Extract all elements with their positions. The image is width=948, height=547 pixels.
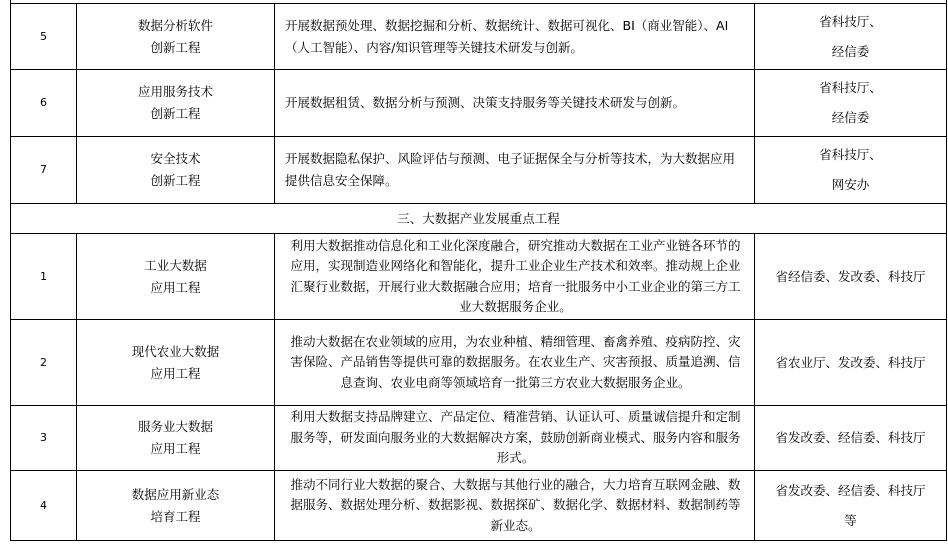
department-line: 省科技厅、 (819, 147, 882, 162)
responsible-departments (755, 471, 947, 541)
project-name-line: 创新工程 (150, 173, 201, 188)
department-line: 省科技厅、 (819, 13, 882, 29)
project-name-line: 应用工程 (150, 365, 201, 381)
project-name (77, 4, 275, 70)
project-name-line: 数据应用新业态 (131, 486, 220, 502)
row-number: 3 (11, 406, 77, 471)
row-number: 7 (11, 137, 77, 204)
table-row (11, 406, 947, 471)
responsible-departments (755, 320, 947, 406)
project-description: 利用大数据支持品牌建立、产品定位、精准营销、认证认可、质量诚信提升和定制服务等，研发面向服务业的大数据解决方案，鼓励创新商业模式、服务内容和服务形式。 (275, 406, 755, 471)
project-name (77, 137, 275, 204)
table-row (11, 137, 947, 204)
project-name (77, 70, 275, 137)
project-name (77, 320, 275, 406)
project-description: 开展数据预处理、数据挖掘和分析、数据统计、数据可视化、BI（商业智能）、AI（人工智能）、内容/知识管理等关键技术研发与创新。 (275, 4, 755, 70)
responsible-departments (755, 137, 947, 204)
responsible-departments (755, 4, 947, 70)
project-name-line: 应用服务技术 (137, 84, 213, 99)
responsible-departments (755, 70, 947, 137)
project-name-line: 创新工程 (150, 39, 201, 55)
department-line: 省农业厅、发改委、科技厅 (775, 354, 926, 370)
project-description: 开展数据隐私保护、风险评估与预测、电子证据保全与分析等技术，为大数据应用提供信息安全保障。 (275, 137, 755, 204)
table-row (11, 320, 947, 406)
project-description: 推动大数据在农业领域的应用，为农业种植、精细管理、畜禽养殖、疫病防控、灾害保险、产品销售等提供可靠的数据服务。在农业生产、灾害预报、质量追溯、信息查询、农业电商等领域培育一批第三方农业大数据服务企业。 (275, 320, 755, 406)
table-row (11, 471, 947, 541)
department-line: 经信委 (831, 110, 870, 125)
project-name (77, 406, 275, 471)
project-description: 推动不同行业大数据的聚合、大数据与其他行业的融合，大力培育互联网金融、数据服务、数据处理分析、数据影视、数据探矿、数据化学、数据材料、数据制药等新业态。 (275, 471, 755, 541)
row-number: 4 (11, 471, 77, 541)
department-line: 省发改委、经信委、科技厅 (775, 430, 926, 445)
section-title: 三、大数据产业发展重点工程 (11, 204, 947, 234)
department-line: 网安办 (831, 177, 870, 192)
project-name-line: 创新工程 (150, 106, 201, 121)
department-line: 省发改委、经信委、科技厅 (775, 482, 926, 498)
project-name-line: 数据分析软件 (137, 17, 213, 33)
project-name (77, 471, 275, 541)
projects-table (10, 0, 947, 541)
row-number: 6 (11, 70, 77, 137)
department-line: 省经信委、发改委、科技厅 (775, 268, 926, 284)
responsible-departments (755, 234, 947, 320)
project-name-line: 应用工程 (150, 441, 201, 456)
project-name-line: 现代农业大数据 (131, 343, 220, 359)
department-line: 省科技厅、 (819, 80, 882, 95)
project-name-line: 应用工程 (150, 279, 201, 295)
department-line: 等 (844, 512, 857, 528)
row-number: 5 (11, 4, 77, 70)
section-row (11, 204, 947, 234)
row-number: 2 (11, 320, 77, 406)
project-name-line: 安全技术 (150, 151, 201, 166)
table-row (11, 70, 947, 137)
row-number: 1 (11, 234, 77, 320)
project-name-line: 培育工程 (150, 508, 201, 524)
project-name-line: 服务业大数据 (137, 419, 213, 434)
responsible-departments (755, 406, 947, 471)
department-line: 经信委 (831, 43, 870, 59)
project-name (77, 234, 275, 320)
project-description: 利用大数据推动信息化和工业化深度融合，研究推动大数据在工业产业链各环节的应用，实现制造业网络化和智能化，提升工业企业生产技术和效率。推动规上企业汇聚行业数据，开展行业大数据融合应用；培育一批服务中小工业企业的第三方工业大数据服务企业。 (275, 234, 755, 320)
project-description: 开展数据租赁、数据分析与预测、决策支持服务等关键技术研发与创新。 (275, 70, 755, 137)
project-name-line: 工业大数据 (144, 257, 207, 273)
table-row (11, 234, 947, 320)
table-row (11, 4, 947, 70)
